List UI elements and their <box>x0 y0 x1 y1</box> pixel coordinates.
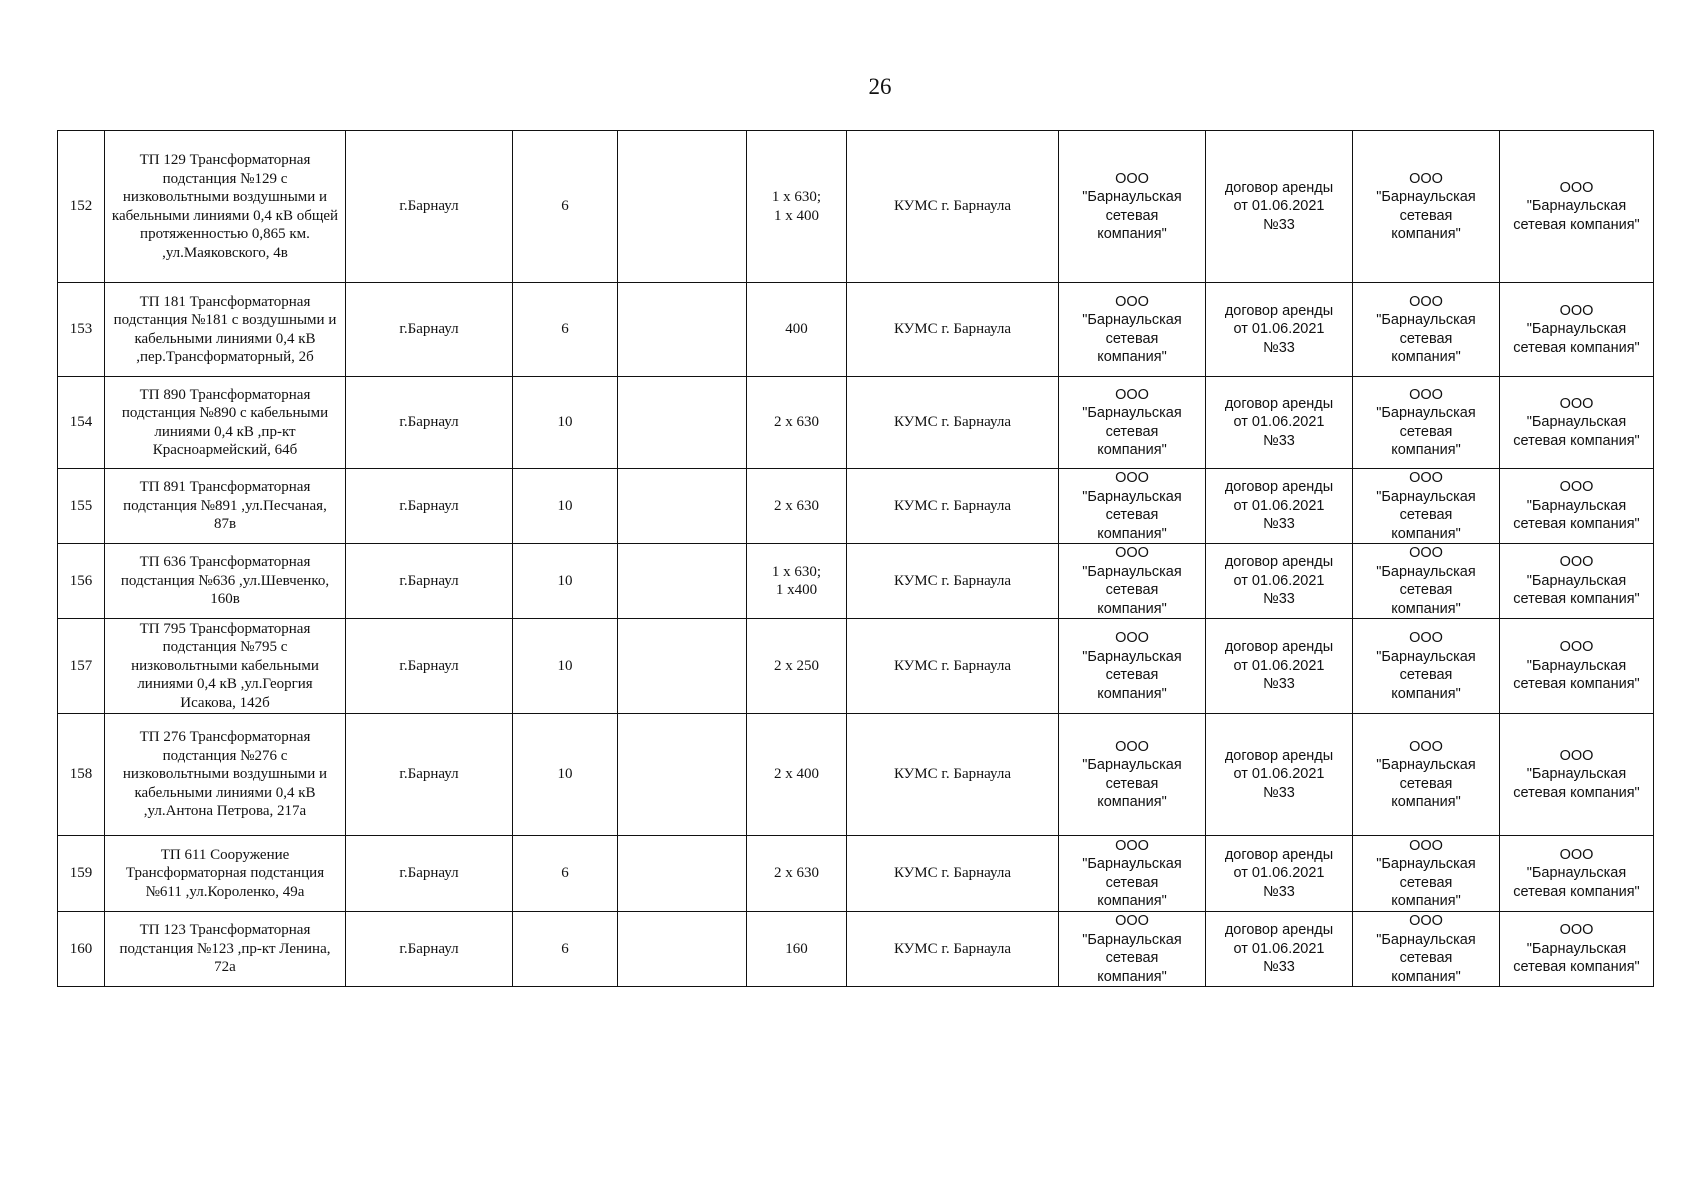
table-row <box>58 131 1654 283</box>
holder: ООО "Барнаульская сетевая компания" <box>1059 283 1206 377</box>
holder: ООО "Барнаульская сетевая компания" <box>1059 377 1206 469</box>
empty-cell <box>618 714 747 836</box>
transformer-power: 2 x 400 <box>747 714 847 836</box>
owner: КУМС г. Барнаула <box>847 544 1059 619</box>
operator: ООО "Барнаульская сетевая компания" <box>1353 283 1500 377</box>
row-number: 156 <box>58 544 105 619</box>
table-row <box>58 836 1654 912</box>
row-number: 153 <box>58 283 105 377</box>
operator: ООО "Барнаульская сетевая компания" <box>1353 131 1500 283</box>
operator: ООО "Барнаульская сетевая компания" <box>1353 544 1500 619</box>
operator: ООО "Барнаульская сетевая компания" <box>1353 912 1500 987</box>
object-name: ТП 890 Трансформаторная подстанция №890 с кабельными линиями 0,4 кВ ,пр-кт Красноармейский, 64б <box>105 377 346 469</box>
user: ООО "Барнаульская сетевая компания" <box>1500 544 1654 619</box>
row-number: 152 <box>58 131 105 283</box>
table-row <box>58 912 1654 987</box>
lease-contract: договор аренды от 01.06.2021 №33 <box>1206 544 1353 619</box>
voltage-class: 10 <box>513 544 618 619</box>
holder: ООО "Барнаульская сетевая компания" <box>1059 714 1206 836</box>
holder: ООО "Барнаульская сетевая компания" <box>1059 544 1206 619</box>
user: ООО "Барнаульская сетевая компания" <box>1500 469 1654 544</box>
row-number: 159 <box>58 836 105 912</box>
operator: ООО "Барнаульская сетевая компания" <box>1353 377 1500 469</box>
empty-cell <box>618 912 747 987</box>
empty-cell <box>618 619 747 714</box>
object-name: ТП 181 Трансформаторная подстанция №181 с воздушными и кабельными линиями 0,4 кВ ,пер.Трансформаторный, 2б <box>105 283 346 377</box>
location: г.Барнаул <box>346 469 513 544</box>
holder: ООО "Барнаульская сетевая компания" <box>1059 619 1206 714</box>
object-name: ТП 636 Трансформаторная подстанция №636 ,ул.Шевченко, 160в <box>105 544 346 619</box>
owner: КУМС г. Барнаула <box>847 912 1059 987</box>
location: г.Барнаул <box>346 131 513 283</box>
transformer-power: 160 <box>747 912 847 987</box>
row-number: 158 <box>58 714 105 836</box>
object-name: ТП 611 Сооружение Трансформаторная подстанция №611 ,ул.Короленко, 49а <box>105 836 346 912</box>
substation-registry-table <box>57 130 1654 987</box>
transformer-power: 400 <box>747 283 847 377</box>
location: г.Барнаул <box>346 283 513 377</box>
empty-cell <box>618 131 747 283</box>
owner: КУМС г. Барнаула <box>847 469 1059 544</box>
location: г.Барнаул <box>346 544 513 619</box>
lease-contract: договор аренды от 01.06.2021 №33 <box>1206 283 1353 377</box>
operator: ООО "Барнаульская сетевая компания" <box>1353 619 1500 714</box>
location: г.Барнаул <box>346 912 513 987</box>
lease-contract: договор аренды от 01.06.2021 №33 <box>1206 912 1353 987</box>
row-number: 154 <box>58 377 105 469</box>
transformer-power: 2 x 630 <box>747 377 847 469</box>
location: г.Барнаул <box>346 714 513 836</box>
operator: ООО "Барнаульская сетевая компания" <box>1353 836 1500 912</box>
row-number: 160 <box>58 912 105 987</box>
empty-cell <box>618 836 747 912</box>
table-row <box>58 469 1654 544</box>
user: ООО "Барнаульская сетевая компания" <box>1500 714 1654 836</box>
owner: КУМС г. Барнаула <box>847 131 1059 283</box>
lease-contract: договор аренды от 01.06.2021 №33 <box>1206 131 1353 283</box>
table-row <box>58 714 1654 836</box>
object-name: ТП 129 Трансформаторная подстанция №129 с низковольтными воздушными и кабельными линиями 0,4 кВ общей протяженностью 0,865 км. ,ул.Маяковского, 4в <box>105 131 346 283</box>
holder: ООО "Барнаульская сетевая компания" <box>1059 131 1206 283</box>
lease-contract: договор аренды от 01.06.2021 №33 <box>1206 619 1353 714</box>
user: ООО "Барнаульская сетевая компания" <box>1500 377 1654 469</box>
user: ООО "Барнаульская сетевая компания" <box>1500 912 1654 987</box>
object-name: ТП 891 Трансформаторная подстанция №891 ,ул.Песчаная, 87в <box>105 469 346 544</box>
table-row <box>58 619 1654 714</box>
empty-cell <box>618 469 747 544</box>
empty-cell <box>618 283 747 377</box>
transformer-power: 2 x 630 <box>747 836 847 912</box>
row-number: 157 <box>58 619 105 714</box>
lease-contract: договор аренды от 01.06.2021 №33 <box>1206 714 1353 836</box>
transformer-power: 1 x 630; 1 x 400 <box>747 131 847 283</box>
empty-cell <box>618 377 747 469</box>
transformer-power: 2 x 250 <box>747 619 847 714</box>
holder: ООО "Барнаульская сетевая компания" <box>1059 836 1206 912</box>
page-number: 26 <box>868 74 892 99</box>
user: ООО "Барнаульская сетевая компания" <box>1500 836 1654 912</box>
voltage-class: 6 <box>513 836 618 912</box>
voltage-class: 6 <box>513 283 618 377</box>
row-number: 155 <box>58 469 105 544</box>
voltage-class: 6 <box>513 131 618 283</box>
user: ООО "Барнаульская сетевая компания" <box>1500 131 1654 283</box>
table-row <box>58 377 1654 469</box>
table-row <box>58 544 1654 619</box>
location: г.Барнаул <box>346 377 513 469</box>
holder: ООО "Барнаульская сетевая компания" <box>1059 912 1206 987</box>
location: г.Барнаул <box>346 836 513 912</box>
empty-cell <box>618 544 747 619</box>
voltage-class: 10 <box>513 714 618 836</box>
operator: ООО "Барнаульская сетевая компания" <box>1353 714 1500 836</box>
voltage-class: 10 <box>513 377 618 469</box>
owner: КУМС г. Барнаула <box>847 619 1059 714</box>
location: г.Барнаул <box>346 619 513 714</box>
user: ООО "Барнаульская сетевая компания" <box>1500 283 1654 377</box>
holder: ООО "Барнаульская сетевая компания" <box>1059 469 1206 544</box>
user: ООО "Барнаульская сетевая компания" <box>1500 619 1654 714</box>
voltage-class: 10 <box>513 469 618 544</box>
table-row <box>58 283 1654 377</box>
object-name: ТП 276 Трансформаторная подстанция №276 с низковольтными воздушными и кабельными линиями 0,4 кВ ,ул.Антона Петрова, 217а <box>105 714 346 836</box>
voltage-class: 6 <box>513 912 618 987</box>
voltage-class: 10 <box>513 619 618 714</box>
object-name: ТП 795 Трансформаторная подстанция №795 с низковольтными кабельными линиями 0,4 кВ ,ул.Георгия Исакова, 142б <box>105 619 346 714</box>
owner: КУМС г. Барнаула <box>847 377 1059 469</box>
transformer-power: 1 x 630; 1 x400 <box>747 544 847 619</box>
owner: КУМС г. Барнаула <box>847 836 1059 912</box>
object-name: ТП 123 Трансформаторная подстанция №123 ,пр-кт Ленина, 72а <box>105 912 346 987</box>
owner: КУМС г. Барнаула <box>847 714 1059 836</box>
transformer-power: 2 x 630 <box>747 469 847 544</box>
owner: КУМС г. Барнаула <box>847 283 1059 377</box>
operator: ООО "Барнаульская сетевая компания" <box>1353 469 1500 544</box>
lease-contract: договор аренды от 01.06.2021 №33 <box>1206 377 1353 469</box>
lease-contract: договор аренды от 01.06.2021 №33 <box>1206 469 1353 544</box>
lease-contract: договор аренды от 01.06.2021 №33 <box>1206 836 1353 912</box>
